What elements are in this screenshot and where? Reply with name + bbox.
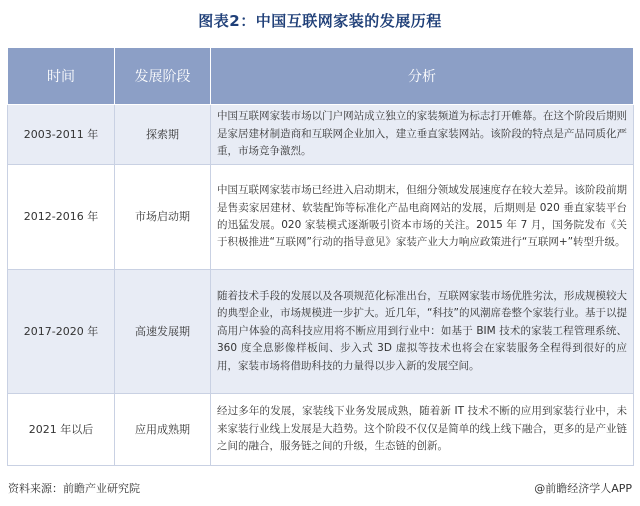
history-table (7, 47, 634, 466)
table-header-row (8, 48, 634, 105)
table-row (8, 165, 634, 270)
row-analysis: 随着技术手段的发展以及各项规范化标准出台，互联网家装市场优胜劣汰，形成规模较大的典型企业，市场规模进一步扩大。近几年，“科技”的风潮席卷整个家装行业。基于以提高用户体验的高科技应用将不断应用到行业中：如基于 BIM 技术的家装工程管理系统、360 度全息影像样板间、步入式 3D 虚拟等技术也将会在家装服务全程得到很好的应用，家装市场将借助科技的力量得以步入新的发展空间。 (211, 270, 634, 394)
row-analysis: 中国互联网家装市场已经进入启动期末，但细分领域发展速度存在较大差异。该阶段前期是售卖家居建材、软装配饰等标准化产品电商网站的发展，后期则是 020 垂直家装平台的迅猛发展。020 家装模式逐渐吸引资本市场的关注。2015 年 7 月，国务院发布《关于积极推进“互联网”行动的指导意见》家装产业大力响应政策进行“互联网+”转型升级。 (211, 165, 634, 270)
row-period: 2017-2020 年 (8, 270, 115, 394)
row-period: 2012-2016 年 (8, 165, 115, 270)
page-title: 图表2：中国互联网家装的发展历程 (198, 12, 442, 30)
row-stage: 探索期 (115, 105, 211, 165)
header-period: 时间 (8, 48, 115, 105)
table-row (8, 270, 634, 394)
row-analysis: 经过多年的发展，家装线下业务发展成熟，随着新 IT 技术不断的应用到家装行业中，未来家装行业线上发展是大趋势。这个阶段不仅仅是简单的线上线下融合，更多的是产业链之间的融合，服务链之间的升级，生态链的创新。 (211, 394, 634, 466)
row-period: 2003-2011 年 (8, 105, 115, 165)
row-stage: 应用成熟期 (115, 394, 211, 466)
table-row (8, 105, 634, 165)
row-stage: 市场启动期 (115, 165, 211, 270)
row-period: 2021 年以后 (8, 394, 115, 466)
row-stage: 高速发展期 (115, 270, 211, 394)
table-row (8, 394, 634, 466)
row-analysis: 中国互联网家装市场以门户网站成立独立的家装频道为标志打开帷幕。在这个阶段后期则是家居建材制造商和互联网企业加入，建立垂直家装网站。该阶段的特点是产品同质化严重，市场竞争激烈。 (211, 105, 634, 165)
header-stage: 发展阶段 (115, 48, 211, 105)
brand-credit: @前瞻经济学人APP (534, 482, 632, 495)
source-note: 资料来源：前瞻产业研究院 (8, 482, 140, 495)
header-analysis: 分析 (211, 48, 634, 105)
